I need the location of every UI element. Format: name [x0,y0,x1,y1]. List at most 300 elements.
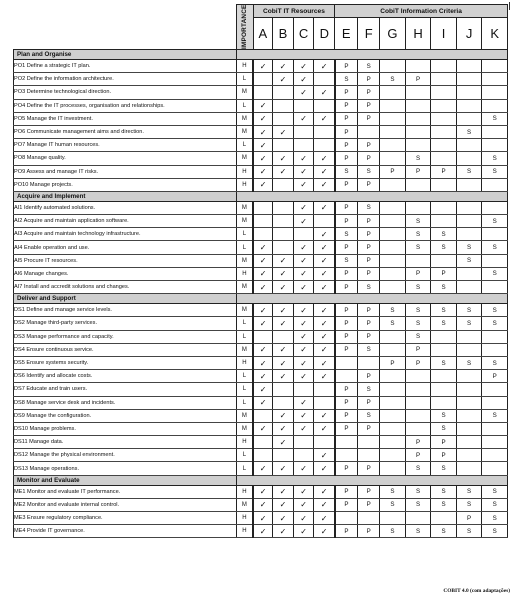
criteria-cell: S [482,317,508,330]
criteria-cell [335,436,358,449]
process-row [14,449,508,462]
importance-cell: H [236,165,253,178]
criteria-cell: P [358,267,380,280]
criteria-cell [405,139,431,152]
resource-cell: ✓ [253,139,272,152]
section-header [14,50,508,60]
process-name: DS1 Define and manage service levels. [14,304,237,317]
resource-cell [293,228,314,241]
process-row [14,330,508,343]
importance-cell: L [236,370,253,383]
criteria-cell: P [335,60,358,73]
criteria-cell: S [358,343,380,356]
criteria-cell [456,178,482,191]
resource-cell [273,383,294,396]
resource-cell: ✓ [314,317,335,330]
criteria-cell [431,139,457,152]
importance-cell: M [236,422,253,435]
resource-cell: ✓ [314,178,335,191]
criteria-cell: S [405,215,431,228]
criteria-cell: S [335,254,358,267]
criteria-cell [431,343,457,356]
process-row [14,281,508,294]
criteria-cell [380,383,406,396]
resource-cell: ✓ [273,267,294,280]
criteria-cell: S [482,356,508,369]
criteria-cell: S [456,165,482,178]
criteria-cell: S [431,281,457,294]
process-row [14,436,508,449]
criteria-cell: S [380,525,406,538]
criteria-cell [380,201,406,214]
process-name: AI4 Enable operation and use. [14,241,237,254]
process-row [14,241,508,254]
criteria-cell [380,254,406,267]
criteria-cell: S [380,317,406,330]
section-header [14,475,508,485]
resource-cell: ✓ [273,485,294,498]
criteria-cell: P [358,86,380,99]
process-row [14,485,508,498]
resource-cell: ✓ [253,343,272,356]
criteria-cell: S [431,409,457,422]
resource-cell: ✓ [273,343,294,356]
resource-col-d: D [314,18,335,50]
criteria-cell [431,396,457,409]
resource-cell: ✓ [253,178,272,191]
criteria-cell [405,422,431,435]
criteria-cell: P [335,304,358,317]
resource-cell [273,396,294,409]
criteria-cell [335,512,358,525]
resource-cell: ✓ [293,462,314,475]
criteria-cell [482,383,508,396]
resource-cell: ✓ [293,267,314,280]
process-name: DS8 Manage service desk and incidents. [14,396,237,409]
criteria-cell: S [405,304,431,317]
process-row [14,383,508,396]
process-row [14,228,508,241]
criteria-cell [482,449,508,462]
criteria-cell [380,215,406,228]
criteria-col-i: I [431,18,457,50]
process-name: PO6 Communicate management aims and direction. [14,125,237,138]
criteria-cell [380,99,406,112]
process-row [14,73,508,86]
importance-cell: M [236,343,253,356]
resource-cell: ✓ [293,86,314,99]
criteria-cell: S [456,254,482,267]
criteria-cell: P [358,139,380,152]
criteria-cell: P [358,498,380,511]
resource-cell: ✓ [314,112,335,125]
criteria-cell: P [358,462,380,475]
criteria-cell [482,60,508,73]
process-name: PO10 Manage projects. [14,178,237,191]
criteria-cell: S [431,525,457,538]
criteria-cell [456,112,482,125]
resource-cell: ✓ [253,99,272,112]
criteria-cell [358,125,380,138]
importance-cell: L [236,396,253,409]
criteria-cell [431,125,457,138]
importance-cell: H [236,267,253,280]
resource-cell: ✓ [314,165,335,178]
process-row [14,215,508,228]
criteria-cell: S [405,317,431,330]
criteria-cell [456,409,482,422]
resource-cell [314,436,335,449]
criteria-cell [456,343,482,356]
importance-cell: L [236,449,253,462]
process-name: PO4 Define the IT processes, organisation and relationships. [14,99,237,112]
resource-cell: ✓ [293,165,314,178]
criteria-cell [456,462,482,475]
criteria-cell: P [456,512,482,525]
criteria-cell: S [431,498,457,511]
criteria-cell: S [482,112,508,125]
resource-cell: ✓ [314,512,335,525]
criteria-cell: S [358,165,380,178]
criteria-cell: P [358,178,380,191]
resource-cell: ✓ [253,485,272,498]
criteria-col-j: J [456,18,482,50]
importance-header: IMPORTANCE [236,5,253,50]
process-name: AI6 Manage changes. [14,267,237,280]
importance-cell: M [236,152,253,165]
criteria-cell [482,436,508,449]
criteria-cell: P [335,152,358,165]
section-header [14,191,508,201]
resource-cell: ✓ [273,281,294,294]
criteria-cell [431,215,457,228]
criteria-col-k: K [482,18,508,50]
criteria-cell [482,343,508,356]
resource-cell: ✓ [253,383,272,396]
criteria-cell: P [335,112,358,125]
resource-cell [253,228,272,241]
resource-cell: ✓ [314,241,335,254]
criteria-cell [380,267,406,280]
criteria-cell: S [335,165,358,178]
criteria-cell: P [335,139,358,152]
criteria-cell: S [405,152,431,165]
criteria-cell: P [335,343,358,356]
resource-cell: ✓ [273,498,294,511]
process-rows [14,50,508,538]
resource-cell: ✓ [273,125,294,138]
criteria-cell: S [456,498,482,511]
criteria-cell: P [431,165,457,178]
criteria-cell [456,330,482,343]
criteria-cell [335,356,358,369]
criteria-cell: P [358,370,380,383]
process-name: PO5 Manage the IT investment. [14,112,237,125]
criteria-cell: S [482,409,508,422]
resource-cell: ✓ [253,125,272,138]
criteria-cell: P [335,525,358,538]
criteria-cell: P [358,422,380,435]
criteria-cell: S [431,356,457,369]
resource-cell: ✓ [293,152,314,165]
criteria-cell: S [405,281,431,294]
resource-cell [253,449,272,462]
process-row [14,304,508,317]
resource-cell: ✓ [293,304,314,317]
criteria-cell: P [358,330,380,343]
criteria-cell [380,86,406,99]
importance-cell: L [236,330,253,343]
resource-cell: ✓ [273,525,294,538]
resource-cell [314,139,335,152]
criteria-cell [405,60,431,73]
criteria-cell: P [335,462,358,475]
resource-cell: ✓ [253,396,272,409]
criteria-cell [456,370,482,383]
resource-cell: ✓ [314,498,335,511]
resource-cell [273,228,294,241]
process-name: AI1 Identify automated solutions. [14,201,237,214]
criteria-cell: S [431,422,457,435]
criteria-cell: S [358,201,380,214]
criteria-col-g: G [380,18,406,50]
resource-cell: ✓ [293,112,314,125]
resource-cell: ✓ [293,498,314,511]
resource-cell: ✓ [314,525,335,538]
criteria-cell [380,281,406,294]
criteria-cell: P [358,241,380,254]
importance-cell: L [236,241,253,254]
criteria-cell [405,512,431,525]
criteria-cell [431,152,457,165]
process-row [14,267,508,280]
criteria-col-e: E [335,18,358,50]
criteria-cell [482,330,508,343]
process-name: PO2 Define the information architecture. [14,73,237,86]
criteria-cell: P [405,343,431,356]
criteria-cell: P [335,485,358,498]
criteria-cell [456,99,482,112]
resource-cell [253,73,272,86]
criteria-cell [380,449,406,462]
process-name: AI7 Install and accredit solutions and changes. [14,281,237,294]
section-bar [236,50,507,60]
criteria-cell [380,462,406,475]
resource-cell: ✓ [253,152,272,165]
resource-cell [293,383,314,396]
criteria-cell: S [358,281,380,294]
criteria-cell: P [405,73,431,86]
criteria-cell [405,201,431,214]
criteria-cell: S [482,525,508,538]
process-name: PO7 Manage IT human resources. [14,139,237,152]
criteria-cell [482,139,508,152]
importance-cell: M [236,215,253,228]
criteria-cell: P [335,125,358,138]
resource-cell: ✓ [293,422,314,435]
criteria-cell: P [358,525,380,538]
importance-cell: L [236,317,253,330]
criteria-cell: P [405,165,431,178]
resource-cell: ✓ [273,73,294,86]
criteria-cell [380,125,406,138]
importance-cell: M [236,254,253,267]
resource-cell [293,99,314,112]
resource-cell: ✓ [253,512,272,525]
criteria-cell: S [456,125,482,138]
resource-cell: ✓ [293,73,314,86]
criteria-cell [358,512,380,525]
importance-cell: M [236,498,253,511]
process-row [14,112,508,125]
process-row [14,498,508,511]
criteria-cell: S [482,267,508,280]
criteria-cell [456,436,482,449]
section-title: Plan and Organise [14,50,237,60]
criteria-cell [482,86,508,99]
criteria-cell: S [405,462,431,475]
criteria-cell [456,228,482,241]
criteria-cell [456,139,482,152]
criteria-cell [358,436,380,449]
criteria-cell: P [335,330,358,343]
resource-cell: ✓ [314,152,335,165]
criteria-cell [482,254,508,267]
criteria-cell [431,201,457,214]
process-name: PO8 Manage quality. [14,152,237,165]
criteria-cell [431,178,457,191]
process-name: PO9 Assess and manage IT risks. [14,165,237,178]
criteria-cell: P [358,228,380,241]
importance-cell: H [236,485,253,498]
criteria-cell [431,370,457,383]
resource-cell: ✓ [293,525,314,538]
criteria-cell: P [405,436,431,449]
section-header [14,294,508,304]
resource-cell [314,396,335,409]
resource-cell: ✓ [293,201,314,214]
resource-cell: ✓ [314,201,335,214]
criteria-cell: P [380,356,406,369]
process-row [14,99,508,112]
source-note: COBIT 4.0 (com adaptações) [443,588,510,594]
criteria-cell [405,254,431,267]
process-name: ME4 Provide IT governance. [14,525,237,538]
criteria-col-f: F [358,18,380,50]
criteria-cell [335,449,358,462]
process-name: DS7 Educate and train users. [14,383,237,396]
criteria-cell: S [456,525,482,538]
criteria-cell: P [358,485,380,498]
criteria-cell [482,396,508,409]
resource-cell: ✓ [293,60,314,73]
criteria-cell: S [380,498,406,511]
process-row [14,165,508,178]
process-row [14,178,508,191]
resource-cell: ✓ [293,512,314,525]
resource-cell: ✓ [314,86,335,99]
criteria-cell: S [405,498,431,511]
criteria-cell [380,152,406,165]
criteria-cell: S [335,73,358,86]
criteria-cell: S [431,317,457,330]
criteria-cell [431,60,457,73]
resource-cell: ✓ [293,485,314,498]
criteria-cell: S [335,228,358,241]
criteria-cell: S [431,304,457,317]
criteria-cell [380,241,406,254]
resource-cell: ✓ [253,254,272,267]
process-name: PO3 Determine technological direction. [14,86,237,99]
criteria-cell [431,330,457,343]
criteria-cell: P [335,281,358,294]
importance-cell: L [236,462,253,475]
criteria-cell [431,383,457,396]
criteria-cell: P [405,356,431,369]
criteria-cell: S [456,304,482,317]
process-row [14,152,508,165]
process-name: AI3 Acquire and maintain technology infrastructure. [14,228,237,241]
criteria-cell: P [335,178,358,191]
process-row [14,525,508,538]
resource-cell: ✓ [293,370,314,383]
criteria-cell: P [358,304,380,317]
criteria-cell [405,396,431,409]
process-row [14,86,508,99]
criteria-cell: S [405,241,431,254]
resource-col-a: A [253,18,272,50]
criteria-cell: P [380,165,406,178]
importance-cell: M [236,304,253,317]
process-row [14,343,508,356]
resource-cell: ✓ [273,356,294,369]
importance-cell: L [236,99,253,112]
resource-cell [273,449,294,462]
criteria-cell [456,422,482,435]
criteria-cell [380,330,406,343]
resource-cell: ✓ [314,370,335,383]
criteria-cell: P [335,267,358,280]
process-row [14,370,508,383]
process-name: DS4 Ensure continuous service. [14,343,237,356]
resource-cell: ✓ [293,409,314,422]
criteria-cell: P [405,449,431,462]
resource-cell: ✓ [293,215,314,228]
resource-cell [253,436,272,449]
criteria-cell [380,343,406,356]
resource-cell: ✓ [314,343,335,356]
resource-cell [253,86,272,99]
process-name: DS10 Manage problems. [14,422,237,435]
criteria-cell: P [482,370,508,383]
criteria-cell: P [335,396,358,409]
resource-cell [314,125,335,138]
it-resources-header: CobiT IT Resources [253,5,335,18]
criteria-cell: S [482,485,508,498]
criteria-cell [456,201,482,214]
importance-cell: L [236,383,253,396]
resource-cell: ✓ [253,370,272,383]
process-name: AI5 Procure IT resources. [14,254,237,267]
resource-cell [253,409,272,422]
process-row [14,356,508,369]
process-row [14,396,508,409]
process-row [14,60,508,73]
process-name: DS13 Manage operations. [14,462,237,475]
resource-cell: ✓ [293,281,314,294]
resource-cell: ✓ [273,254,294,267]
criteria-cell [456,396,482,409]
